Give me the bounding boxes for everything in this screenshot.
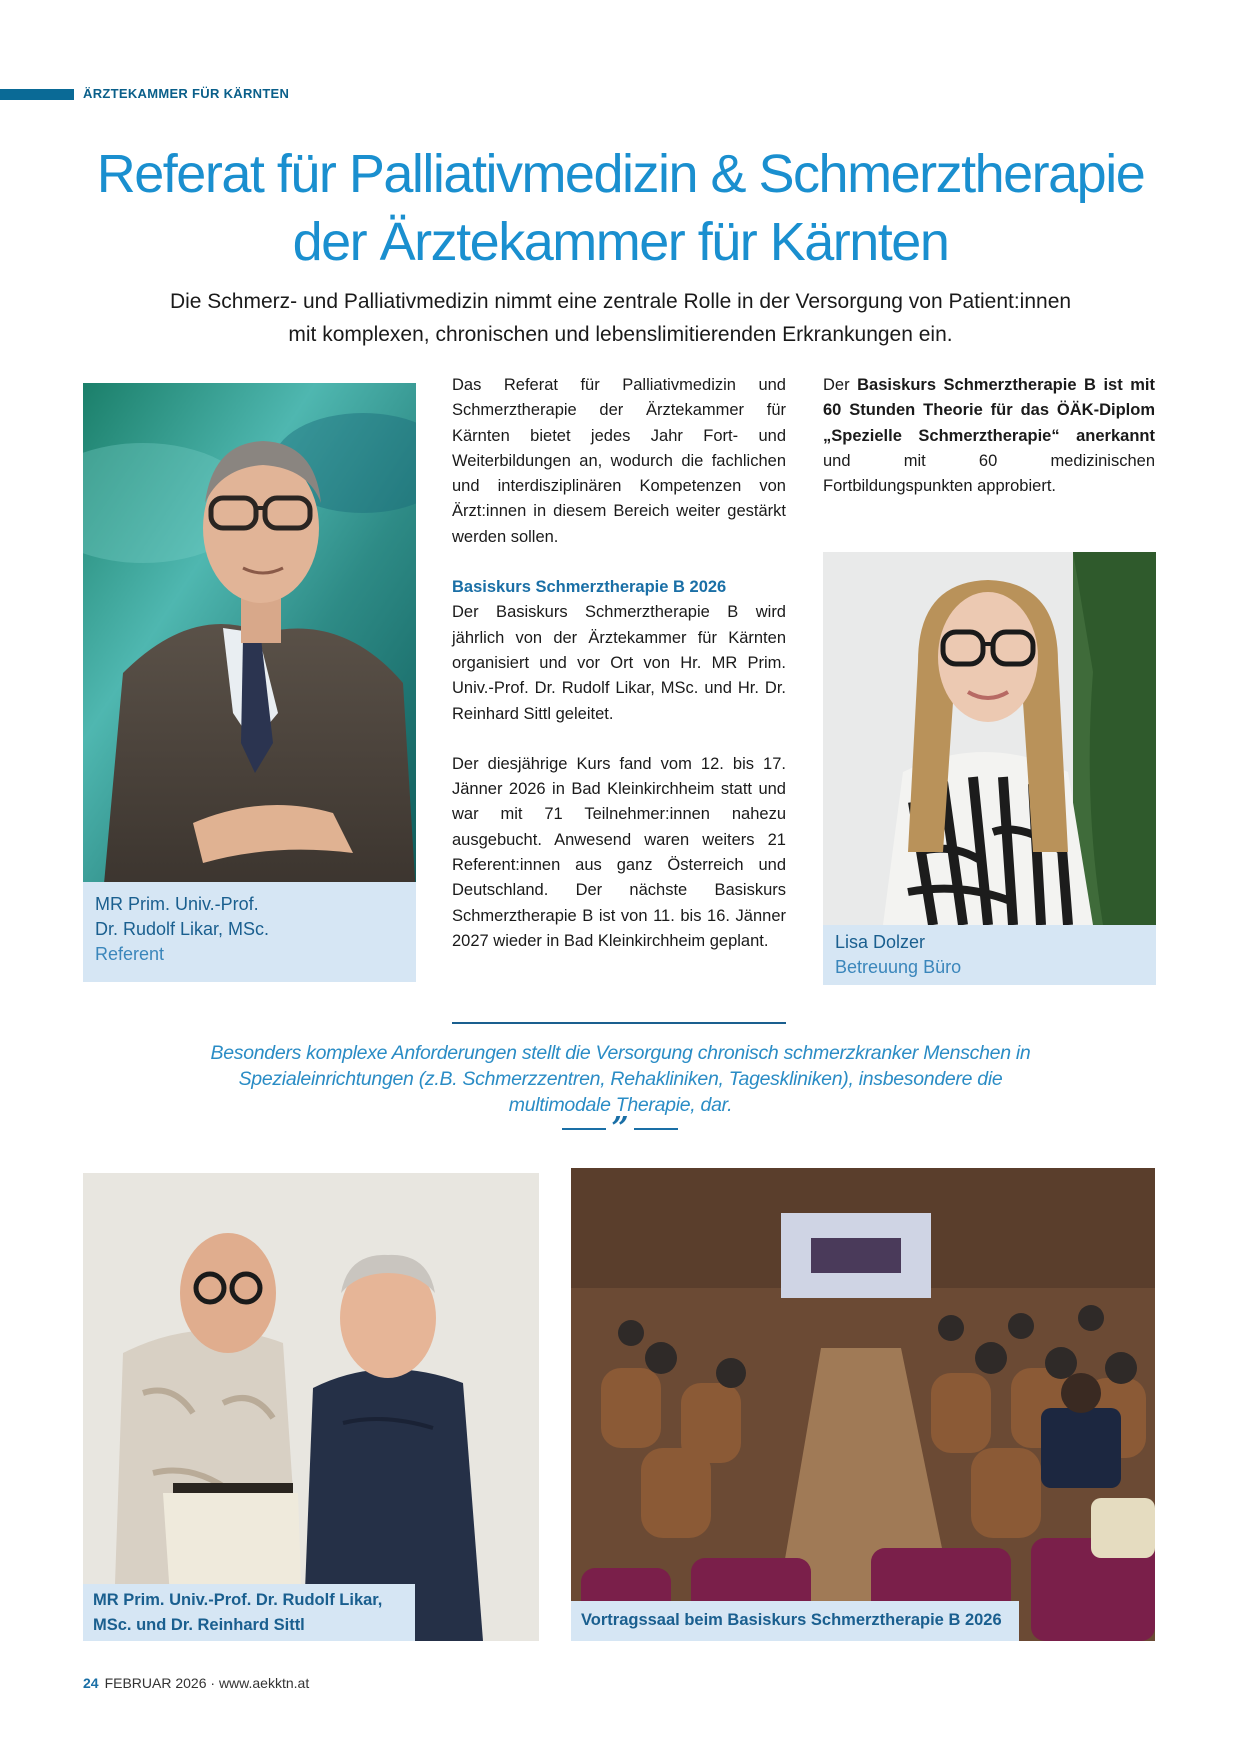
quote-mark-icon bbox=[560, 1113, 680, 1143]
paragraph-diploma-bold: Basiskurs Schmerztherapie B ist mit 60 Stunden Theorie für das ÖÄK-Diplom „Spezielle Schmerztherapie“ anerkannt bbox=[823, 376, 1156, 445]
footer-issue: FEBRUAR 2026 · www.aekktn.at bbox=[104, 1675, 310, 1691]
portrait-illustration bbox=[83, 383, 416, 895]
caption-likar-line-2: Dr. Rudolf Likar, MSc. bbox=[95, 919, 270, 939]
caption-dolzer-name: Lisa Dolzer bbox=[835, 932, 926, 952]
paragraph-basiskurs: Der Basiskurs Schmerztherapie B wird jährlich von der Ärztekammer für Kärnten organisiert und vor Ort von Hr. MR Prim. Univ.-Prof. Dr. Rudolf Likar, MSc. und Hr. Dr. Reinhard Sittl geleitet. bbox=[452, 603, 786, 723]
lecture-hall-illustration bbox=[571, 1168, 1155, 1641]
photo-lecture-hall bbox=[571, 1168, 1155, 1641]
photo-likar-portrait bbox=[83, 383, 416, 895]
paragraph-diploma-prefix: Der bbox=[823, 376, 858, 394]
photo-likar-sittl bbox=[83, 1173, 539, 1641]
caption-dolzer-role: Betreuung Büro bbox=[835, 957, 962, 977]
title-line-2: der Ärztekammer für Kärnten bbox=[292, 212, 949, 272]
article-column-middle bbox=[452, 373, 786, 979]
page-footer bbox=[83, 1675, 309, 1691]
photo-dolzer-portrait bbox=[823, 552, 1156, 925]
caption-likar-sittl bbox=[83, 1584, 415, 1641]
header-accent-bar bbox=[0, 89, 74, 100]
svg-text:”: ” bbox=[611, 1113, 629, 1143]
page-number: 24 bbox=[83, 1675, 99, 1691]
lead-line-2: mit komplexen, chronischen und lebenslimitierenden Erkrankungen ein. bbox=[288, 323, 953, 346]
caption-lecture-hall bbox=[571, 1601, 1019, 1641]
caption-likar bbox=[83, 882, 416, 982]
portrait-dolzer-illustration bbox=[823, 552, 1156, 925]
caption-hall-text: Vortragssaal beim Basiskurs Schmerztherapie B 2026 bbox=[581, 1611, 1002, 1629]
subheading-basiskurs: Basiskurs Schmerztherapie B 2026 bbox=[452, 578, 727, 597]
lead-line-1: Die Schmerz- und Palliativmedizin nimmt eine zentrale Rolle in der Versorgung von Patient:innen bbox=[169, 290, 1072, 313]
article-title bbox=[40, 140, 1201, 276]
caption-likar-role: Referent bbox=[95, 944, 165, 964]
caption-duo-line-1: MR Prim. Univ.-Prof. Dr. Rudolf Likar, bbox=[93, 1591, 383, 1609]
caption-duo-line-2: MSc. und Dr. Reinhard Sittl bbox=[93, 1616, 305, 1634]
title-line-1: Referat für Palliativmedizin & Schmerztherapie bbox=[96, 144, 1145, 204]
paragraph-diploma-suffix: und mit 60 medizinischen Fortbildungspunkten approbiert. bbox=[823, 451, 1155, 496]
caption-likar-line-1: MR Prim. Univ.-Prof. bbox=[95, 894, 259, 914]
caption-dolzer bbox=[823, 925, 1156, 985]
paragraph-intro: Das Referat für Palliativmedizin und Schmerztherapie der Ärztekammer für Kärnten bietet jedes Jahr Fort- und Weiterbildungen an, wodurch die fachlichen und interdisziplinären Kompetenzen von Ärzt:innen in diesem Bereich weiter gestärkt werden sollen. bbox=[452, 376, 786, 546]
article-lead bbox=[80, 285, 1161, 351]
section-label: ÄRZTEKAMMER FÜR KÄRNTEN bbox=[83, 86, 290, 101]
duo-illustration bbox=[83, 1173, 539, 1641]
article-column-right bbox=[823, 373, 1155, 499]
pull-quote: Besonders komplexe Anforderungen stellt die Versorgung chronisch schmerzkranker Menschen in Spezialeinrichtungen (z.B. Schmerzzentren, Rehakliniken, Tageskliniken), insbesondere die multimodale Therapie, dar. bbox=[210, 1042, 1031, 1116]
paragraph-course-dates: Der diesjährige Kurs fand vom 12. bis 17. Jänner 2026 in Bad Kleinkirchheim statt und war mit 71 Teilnehmer:innen nahezu ausgebucht. Anwesend waren weiters 21 Referent:innen aus ganz Österreich und Deutschland. Der nächste Basiskurs Schmerztherapie B ist von 11. bis 16. Jänner 2027 wieder in Bad Kleinkirchheim geplant. bbox=[452, 754, 786, 950]
quote-divider bbox=[452, 1022, 786, 1024]
